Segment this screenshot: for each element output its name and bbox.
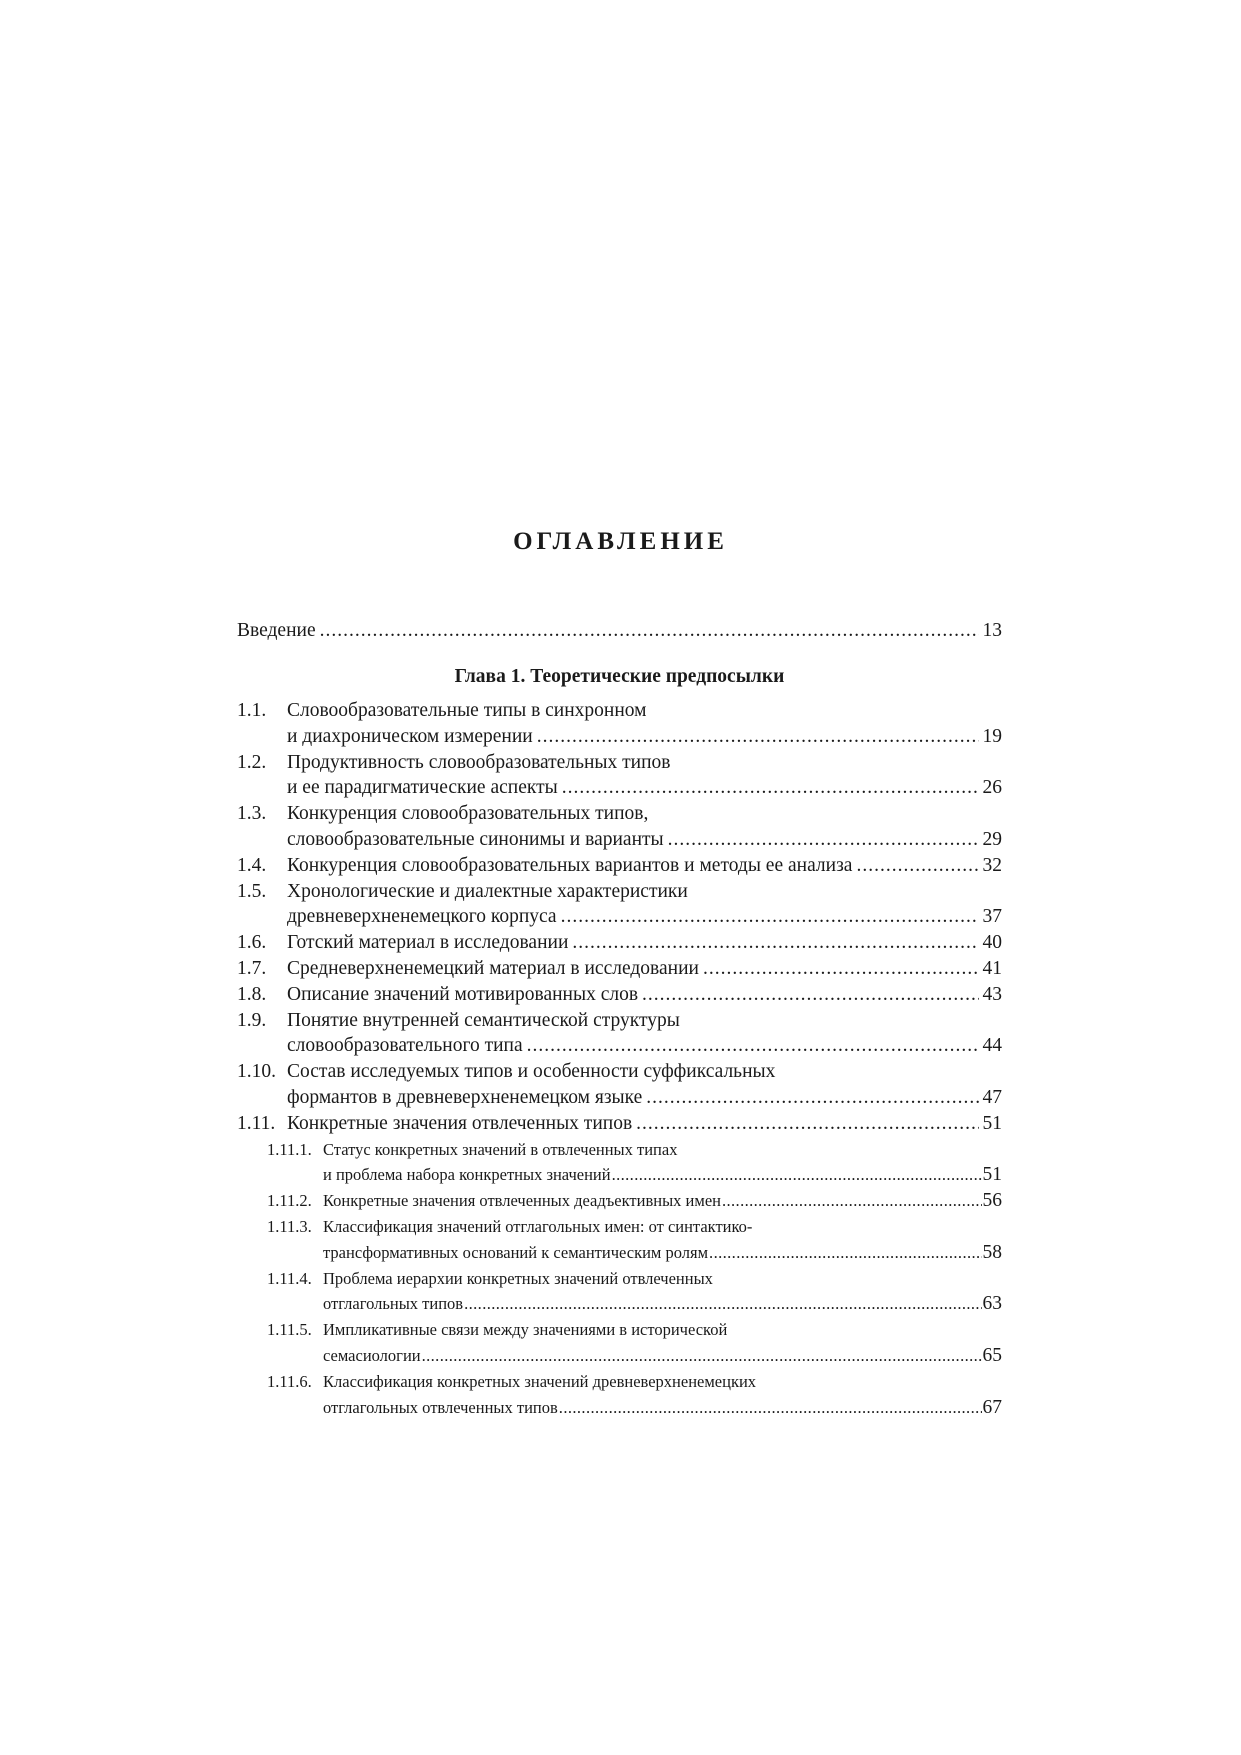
toc-page-number: 65 xyxy=(982,1344,1002,1366)
toc-entry-number: 1.11.5. xyxy=(267,1320,312,1340)
toc-entry[interactable] xyxy=(237,801,1002,853)
toc-entry-number: 1.2. xyxy=(237,751,267,773)
toc-page-number: 67 xyxy=(982,1396,1002,1418)
toc-entry-title-line: отглагольных отвлеченных типов xyxy=(323,1397,558,1417)
toc-entry-title-line: Конкретные значения отвлеченных типов xyxy=(287,1112,633,1134)
toc-entry-last-line xyxy=(287,724,1002,750)
toc-page-number: 44 xyxy=(982,1035,1002,1057)
toc-entry-title-line: и проблема набора конкретных значений xyxy=(323,1165,611,1185)
toc-entry-body xyxy=(323,1317,1002,1369)
toc-page-number: 13 xyxy=(982,620,1002,641)
toc-entry-number: 1.1. xyxy=(237,700,267,721)
toc-entry-last-line xyxy=(287,1033,1002,1059)
dot-leader xyxy=(527,1033,979,1059)
dot-leader xyxy=(572,930,978,956)
toc-entry-title-line: Состав исследуемых типов и особенности суффиксальных xyxy=(287,1061,776,1083)
dot-leader xyxy=(464,1291,981,1317)
page-title: ОГЛАВЛЕНИЕ xyxy=(513,528,728,555)
toc-entry-body xyxy=(323,1266,1002,1318)
toc-entry-title-line: словообразовательные синонимы и варианты xyxy=(287,828,664,850)
toc-entry-title-line: трансформативных оснований к семантическим ролям xyxy=(323,1242,709,1262)
dot-leader xyxy=(703,956,979,982)
toc-entry-number: 1.11.3. xyxy=(267,1216,312,1236)
toc-entry-title-line: Описание значений мотивированных слов xyxy=(287,983,639,1005)
toc-entry-body xyxy=(287,801,1002,853)
dot-leader xyxy=(636,1111,978,1137)
toc-entry-body xyxy=(287,1059,1002,1111)
toc-entry[interactable] xyxy=(237,1111,1002,1137)
toc-entry-number: 1.3. xyxy=(237,803,267,825)
toc-entry[interactable] xyxy=(237,879,1002,931)
toc-entry-last-line xyxy=(323,1188,1002,1214)
toc-entry-title-line: Статус конкретных значений в отвлеченных типах xyxy=(323,1139,678,1159)
toc-page-number: 47 xyxy=(982,1086,1002,1108)
toc-subentry[interactable] xyxy=(237,1369,1002,1421)
toc-entry-number: 1.5. xyxy=(237,880,267,902)
toc-entry-title-line: и ее парадигматические аспекты xyxy=(287,777,558,799)
toc-entry-body xyxy=(287,956,1002,982)
toc-subentries xyxy=(237,1137,1002,1421)
toc-page-number: 51 xyxy=(982,1164,1002,1186)
chapter-heading: Глава 1. Теоретические предпосылки xyxy=(454,666,785,687)
toc-entry-title-line: Импликативные связи между значениями в исторической xyxy=(323,1320,728,1340)
toc-entry-body xyxy=(323,1369,1002,1421)
toc-entry-body xyxy=(287,982,1002,1008)
toc-entry-number: 1.11.1. xyxy=(267,1139,312,1159)
toc-entry-body xyxy=(323,1214,1002,1266)
dot-leader xyxy=(642,982,978,1008)
toc-entry-last-line xyxy=(323,1395,1002,1421)
toc-subentry[interactable] xyxy=(237,1266,1002,1318)
toc-entry-last-line xyxy=(287,853,1002,879)
toc-entry-last-line xyxy=(287,1111,1002,1137)
toc-entry-number: 1.10. xyxy=(237,1061,276,1083)
toc-entry-body xyxy=(287,1111,1002,1137)
toc-page-number: 51 xyxy=(982,1112,1002,1134)
toc-subentry[interactable] xyxy=(237,1317,1002,1369)
toc-entry-last-line xyxy=(323,1343,1002,1369)
toc-page-number: 37 xyxy=(982,906,1002,928)
toc-entry-last-line xyxy=(323,1291,1002,1317)
dot-leader xyxy=(422,1343,982,1369)
toc-page-number: 63 xyxy=(982,1293,1002,1315)
toc-entry-number: 1.11. xyxy=(237,1112,276,1134)
toc-entry-number: 1.6. xyxy=(237,932,267,954)
toc-page-number: 32 xyxy=(982,854,1002,876)
toc-entry-title-line: семасиологии xyxy=(323,1345,421,1365)
toc-entry[interactable] xyxy=(237,1008,1002,1060)
toc-entry-title-line: Классификация конкретных значений древневерхненемецких xyxy=(323,1371,757,1391)
table-of-contents xyxy=(237,618,1002,1420)
toc-entry-number: 1.8. xyxy=(237,983,267,1005)
toc-page-number: 43 xyxy=(982,983,1002,1005)
dot-leader xyxy=(320,618,979,644)
dot-leader xyxy=(562,775,979,801)
toc-entry-number: 1.9. xyxy=(237,1009,267,1031)
dot-leader xyxy=(561,904,979,930)
toc-entry-title-line: словообразовательного типа xyxy=(287,1035,523,1057)
toc-page-number: 41 xyxy=(982,957,1002,979)
toc-entries xyxy=(237,698,1002,1137)
toc-entry-last-line xyxy=(323,1240,1002,1266)
toc-entry-title-line: Конкуренция словообразовательных типов, xyxy=(287,803,649,825)
toc-entry-last-line xyxy=(287,982,1002,1008)
dot-leader xyxy=(856,853,978,879)
toc-entry[interactable] xyxy=(237,1059,1002,1111)
toc-entry-title-line: Классификация значений отглагольных имен: от синтактико- xyxy=(323,1216,753,1236)
toc-entry-last-line xyxy=(287,904,1002,930)
toc-subentry[interactable] xyxy=(237,1214,1002,1266)
toc-entry-body xyxy=(287,853,1002,879)
toc-entry-title-line: Проблема иерархии конкретных значений отвлеченных xyxy=(323,1268,713,1288)
toc-entry-last-line xyxy=(323,1162,1002,1188)
toc-entry[interactable] xyxy=(237,956,1002,982)
toc-entry-title-line: Хронологические и диалектные характеристики xyxy=(287,880,688,902)
toc-entry-title-line: отглагольных типов xyxy=(323,1294,464,1314)
toc-entry-last-line xyxy=(287,930,1002,956)
toc-entry[interactable] xyxy=(237,982,1002,1008)
dot-leader xyxy=(709,1240,981,1266)
toc-entry-number: 1.4. xyxy=(237,854,267,876)
toc-subentry[interactable] xyxy=(237,1137,1002,1189)
toc-entry[interactable] xyxy=(237,698,1002,750)
toc-entry-number: 1.11.4. xyxy=(267,1268,312,1288)
toc-entry-title-line: Понятие внутренней семантической структуры xyxy=(287,1009,680,1031)
toc-entry-title-line: Конкретные значения отвлеченных деадъективных имен xyxy=(323,1191,721,1211)
toc-entry-last-line xyxy=(287,775,1002,801)
dot-leader xyxy=(537,724,979,750)
toc-entry-title-line: Словообразовательные типы в синхронном xyxy=(287,700,647,721)
toc-entry-body xyxy=(287,698,1002,750)
toc-entry-last-line xyxy=(287,956,1002,982)
toc-entry-body xyxy=(287,930,1002,956)
toc-entry-title-line: и диахроническом измерении xyxy=(287,725,533,747)
dot-leader xyxy=(646,1085,978,1111)
toc-entry-label: Введение xyxy=(237,620,316,641)
dot-leader xyxy=(612,1162,982,1188)
toc-entry[interactable] xyxy=(237,853,1002,879)
toc-page-number: 56 xyxy=(982,1190,1002,1212)
toc-subentry[interactable] xyxy=(237,1188,1002,1214)
toc-entry-title-line: Конкуренция словообразовательных вариантов и методы ее анализа xyxy=(287,854,853,876)
toc-entry-title-line: древневерхненемецкого корпуса xyxy=(287,906,557,928)
toc-entry[interactable] xyxy=(237,930,1002,956)
toc-entry-last-line xyxy=(287,1085,1002,1111)
toc-entry-body xyxy=(287,750,1002,802)
dot-leader xyxy=(668,827,979,853)
toc-page-number: 40 xyxy=(982,932,1002,954)
toc-entry-number: 1.11.2. xyxy=(267,1191,312,1211)
toc-page-number: 58 xyxy=(982,1241,1002,1263)
toc-entry-body xyxy=(323,1188,1002,1214)
toc-page-number: 19 xyxy=(982,725,1002,747)
toc-entry-introduction[interactable] xyxy=(237,618,1002,644)
toc-page-number: 26 xyxy=(982,777,1002,799)
toc-entry-title-line: Средневерхненемецкий материал в исследовании xyxy=(287,957,699,979)
toc-entry-number: 1.7. xyxy=(237,957,267,979)
toc-entry-title-line: формантов в древневерхненемецком языке xyxy=(287,1086,643,1108)
toc-entry[interactable] xyxy=(237,750,1002,802)
dot-leader xyxy=(559,1395,982,1421)
toc-entry-body xyxy=(287,879,1002,931)
toc-entry-title-line: Продуктивность словообразовательных типов xyxy=(287,751,671,773)
toc-entry-last-line xyxy=(287,827,1002,853)
toc-page-number: 29 xyxy=(982,828,1002,850)
toc-entry-title-line: Готский материал в исследовании xyxy=(287,932,569,954)
dot-leader xyxy=(722,1188,982,1214)
toc-entry-number: 1.11.6. xyxy=(267,1371,312,1391)
toc-entry-body xyxy=(287,1008,1002,1060)
toc-entry-body xyxy=(323,1137,1002,1189)
